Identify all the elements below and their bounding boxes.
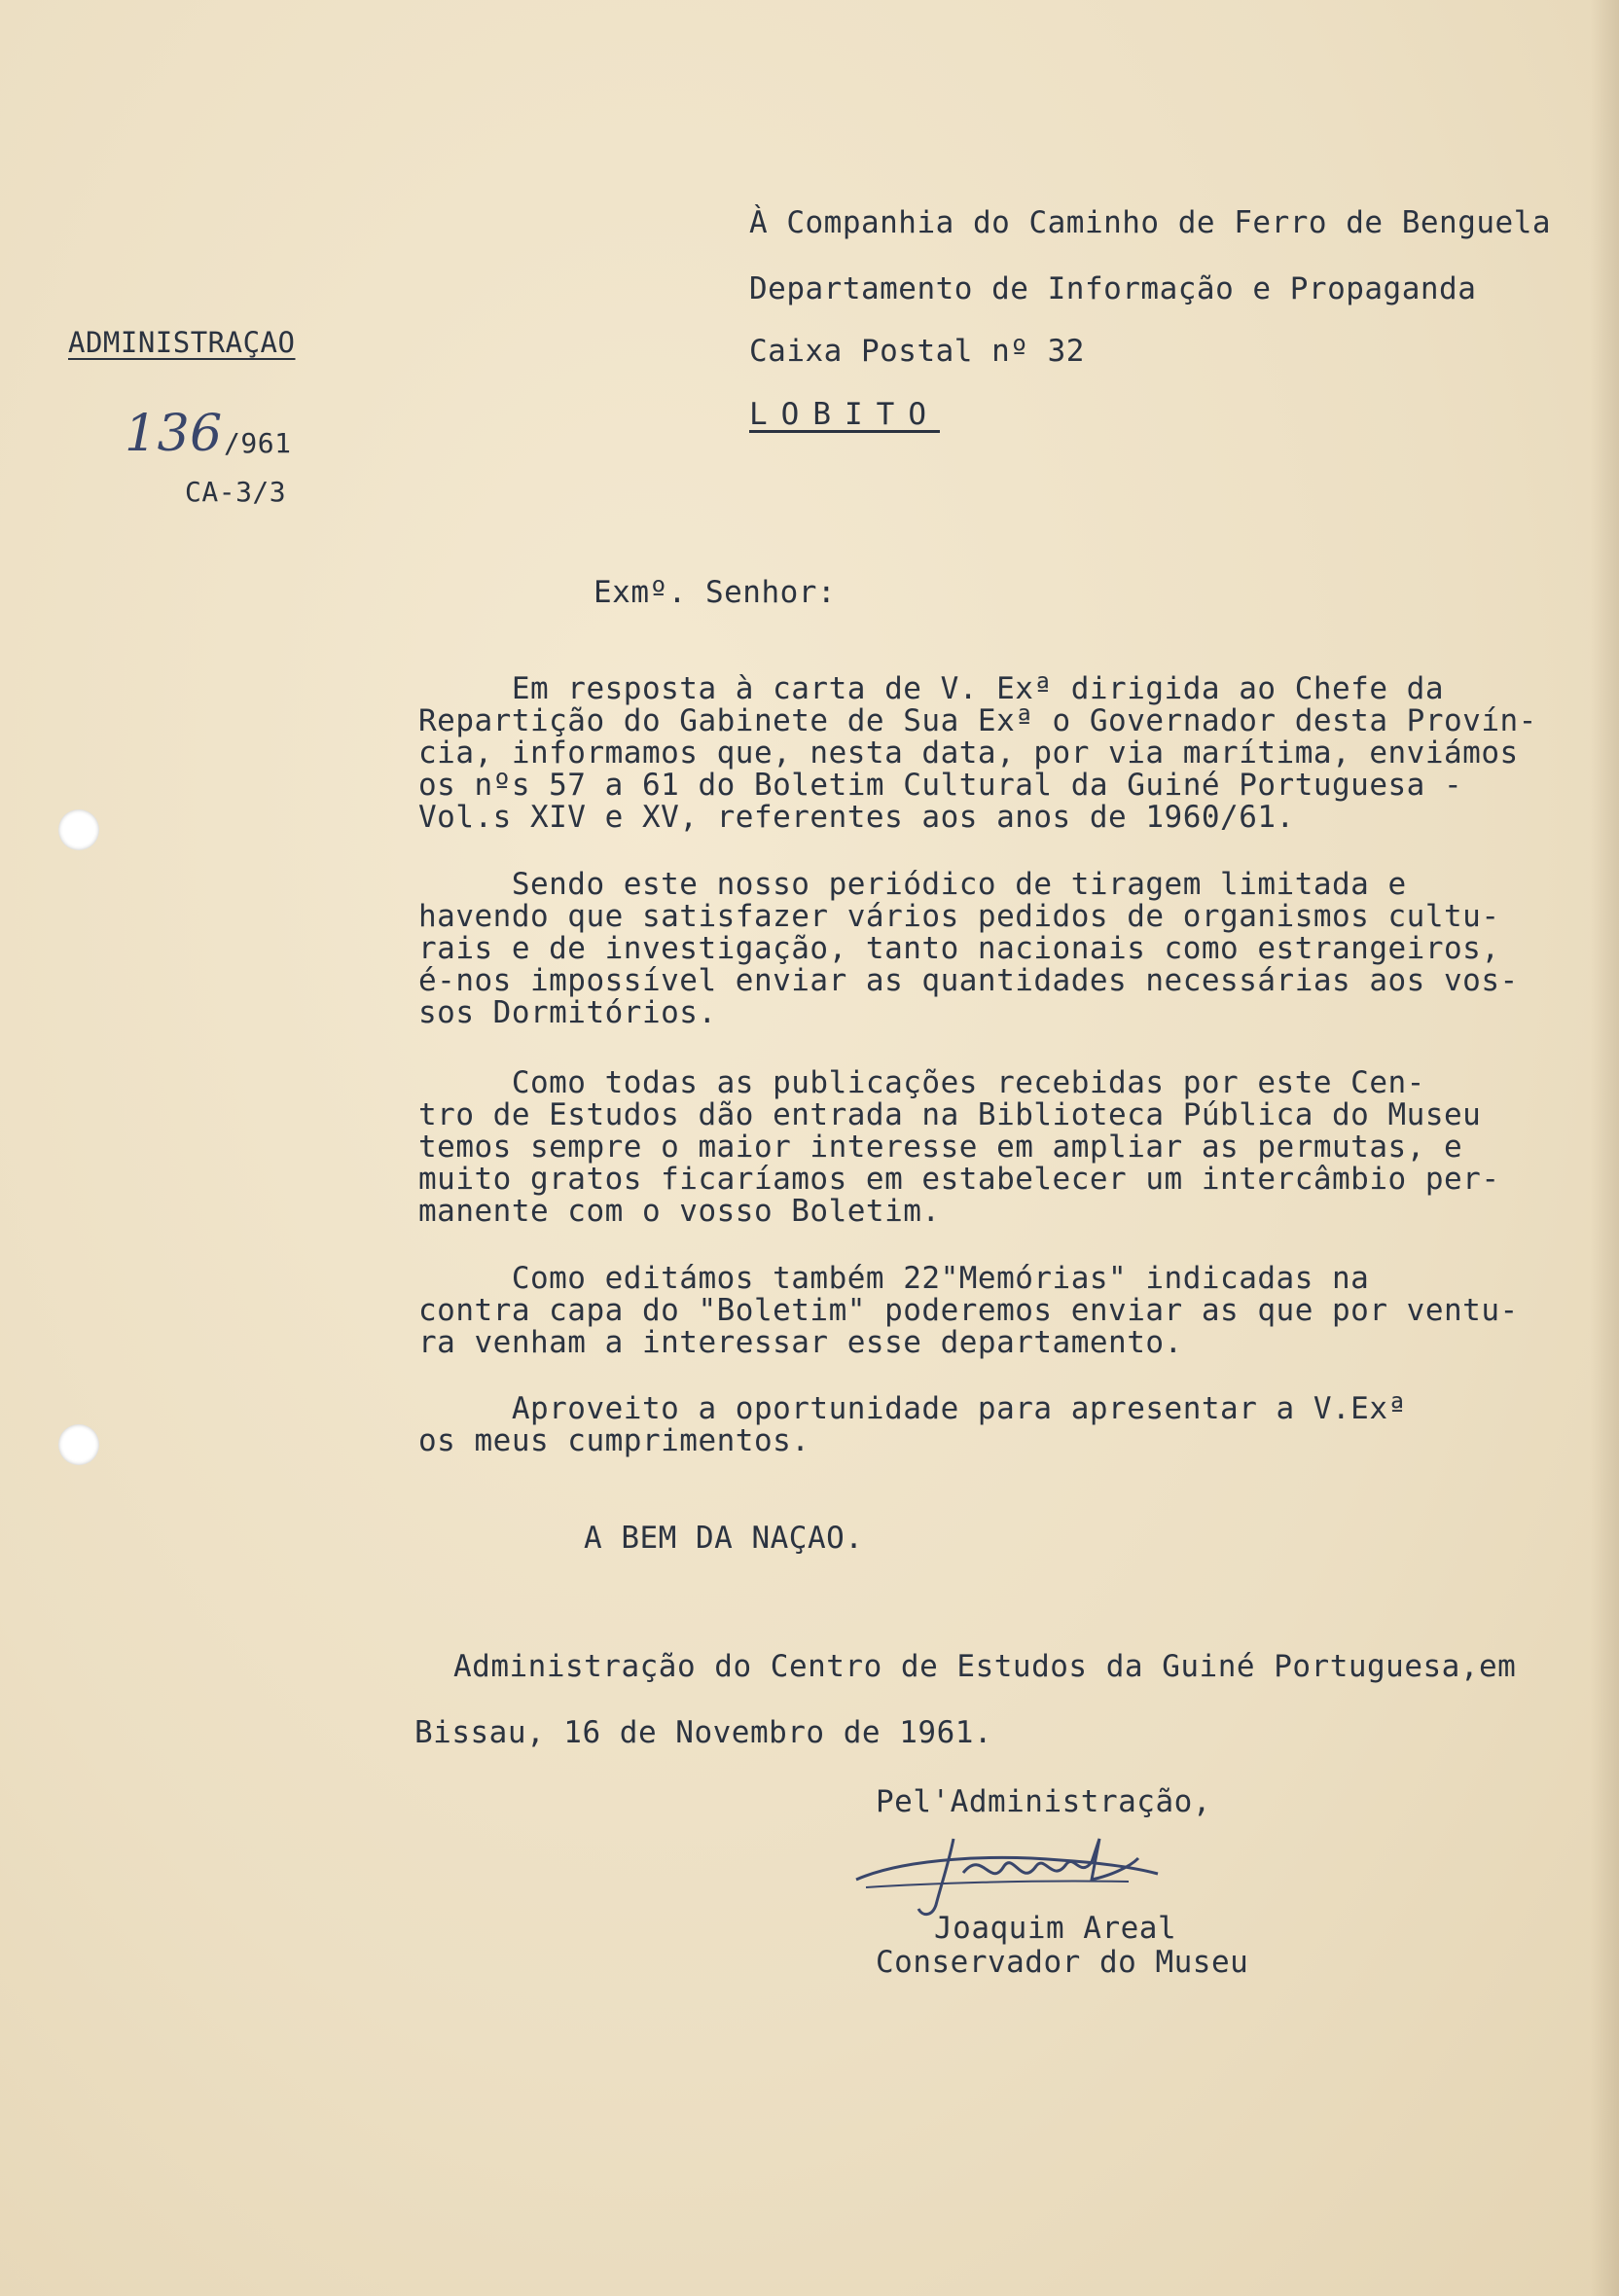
paper-edge-shadow: [1590, 0, 1619, 2296]
punch-hole-top: [58, 809, 99, 850]
paragraph-3-line-2: tro de Estudos dão entrada na Biblioteca Pública do Museu: [418, 1097, 1482, 1132]
recipient-line-3: Caixa Postal nº 32: [749, 334, 1085, 369]
paragraph-5-line-2: os meus cumprimentos.: [418, 1423, 810, 1458]
reference-code: CA-3/3: [185, 476, 287, 508]
salutation: Exmº. Senhor:: [594, 575, 837, 610]
paragraph-1-line-1: Em resposta à carta de V. Exª dirigida ao Chefe da: [418, 671, 1444, 706]
paragraph-3-line-1: Como todas as publicações recebidas por este Cen-: [418, 1065, 1425, 1100]
closing-line-2: Bissau, 16 de Novembro de 1961.: [414, 1715, 993, 1750]
signatory-title: Conservador do Museu: [876, 1945, 1249, 1980]
paragraph-4-line-2: contra capa do "Boletim" poderemos enviar as que por ventu-: [418, 1293, 1519, 1328]
recipient-city: LOBITO: [749, 397, 940, 432]
paragraph-2-line-1: Sendo este nosso periódico de tiragem limitada e: [418, 867, 1407, 902]
paragraph-3-line-3: temos sempre o maior interesse em ampliar as permutas, e: [418, 1130, 1463, 1165]
paragraph-1-line-2: Repartição do Gabinete de Sua Exª o Governador desta Provín-: [418, 703, 1537, 738]
paragraph-1-line-4: os nºs 57 a 61 do Boletim Cultural da Guiné Portuguesa -: [418, 768, 1463, 803]
signatory-name: Joaquim Areal: [934, 1911, 1177, 1946]
recipient-line-1: À Companhia do Caminho de Ferro de Benguela: [749, 205, 1552, 240]
paragraph-4-line-3: ra venham a interessar esse departamento.: [418, 1325, 1183, 1360]
signoff: Pel'Administração,: [876, 1784, 1211, 1819]
paragraph-1-line-5: Vol.s XIV e XV, referentes aos anos de 1960/61.: [418, 800, 1295, 835]
recipient-line-2: Departamento de Informação e Propaganda: [749, 271, 1477, 306]
department-heading: ADMINISTRAÇAO: [68, 326, 296, 359]
paragraph-3-line-4: muito gratos ficaríamos em estabelecer um intercâmbio per-: [418, 1162, 1500, 1197]
paragraph-2-line-4: é-nos impossível enviar as quantidades necessárias aos vos-: [418, 963, 1519, 998]
paragraph-2-line-3: rais e de investigação, tanto nacionais como estrangeiros,: [418, 931, 1500, 966]
paragraph-4-line-1: Como editámos também 22"Memórias" indicadas na: [418, 1261, 1370, 1296]
punch-hole-bottom: [58, 1424, 99, 1465]
paragraph-2-line-5: sos Dormitórios.: [418, 995, 717, 1030]
reference-year: /961: [224, 427, 292, 459]
paragraph-3-line-5: manente com o vosso Boletim.: [418, 1194, 941, 1229]
paragraph-1-line-3: cia, informamos que, nesta data, por via marítima, enviámos: [418, 735, 1519, 771]
closing-line-1: Administração do Centro de Estudos da Guiné Portuguesa,em: [453, 1649, 1517, 1684]
paragraph-2-line-2: havendo que satisfazer vários pedidos de organismos cultu-: [418, 899, 1500, 934]
paragraph-5-line-1: Aproveito a oportunidade para apresentar a V.Exª: [418, 1391, 1407, 1426]
motto: A BEM DA NAÇAO.: [584, 1521, 864, 1556]
reference-number-handwritten: 136: [125, 405, 223, 463]
